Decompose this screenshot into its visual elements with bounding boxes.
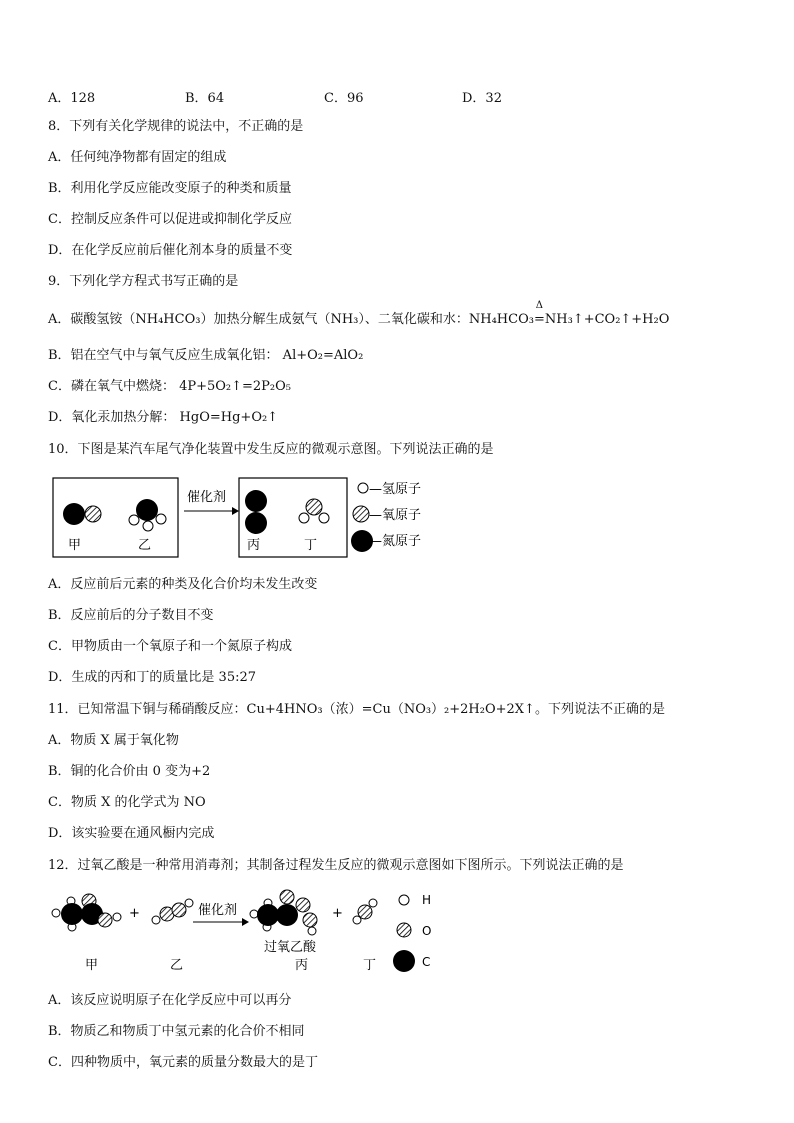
- hydrogen-atom-icon: [143, 521, 153, 531]
- nitrogen-atom-icon: [136, 499, 158, 521]
- q10-option-d[interactable]: D．生成的丙和丁的质量比是 35:27: [48, 670, 257, 685]
- hydrogen-atom-icon: [52, 909, 60, 917]
- nitrogen-atom-icon: [245, 512, 267, 534]
- carbon-legend-icon: [393, 950, 415, 972]
- q9-option-a[interactable]: [48, 300, 670, 329]
- label-bing: 丙: [295, 958, 309, 973]
- hydrogen-atom-icon: [113, 913, 121, 921]
- q11-option-b[interactable]: B．铜的化合价由 0 变为+2: [48, 764, 211, 779]
- oxygen-legend-icon: [353, 506, 369, 522]
- delta-symbol: Δ: [535, 300, 544, 311]
- oxygen-atom-icon: [296, 898, 310, 912]
- q10-reaction-diagram: [50, 474, 440, 560]
- q9-option-b[interactable]: B．铝在空气中与氧气反应生成氧化铝： Al+O₂=AlO₂: [48, 348, 364, 363]
- legend-o: O: [422, 924, 432, 938]
- label-yi: 乙: [138, 538, 152, 553]
- q11-option-d[interactable]: D．该实验要在通风橱内完成: [48, 826, 215, 841]
- oxygen-atom-icon: [98, 913, 112, 927]
- q9-option-c[interactable]: C．磷在氧气中燃烧： 4P+5O₂↑=2P₂O₅: [48, 379, 292, 394]
- q10-option-a[interactable]: A．反应前后元素的种类及化合价均未发生改变: [48, 577, 318, 592]
- q10-stem: 10．下图是某汽车尾气净化装置中发生反应的微观示意图。下列说法正确的是: [48, 442, 494, 457]
- hydrogen-atom-icon: [369, 899, 377, 907]
- label-ding: 丁: [363, 958, 377, 973]
- hydrogen-atom-icon: [319, 513, 329, 523]
- hydrogen-legend-icon: [399, 895, 409, 905]
- label-jia: 甲: [68, 538, 82, 553]
- legend-c: C: [422, 955, 431, 969]
- catalyst-label: 催化剂: [198, 903, 238, 918]
- q7-option-c[interactable]: C．96: [324, 91, 364, 106]
- hydrogen-atom-icon: [185, 899, 193, 907]
- q9-option-a-text: A．碳酸氢铵（NH₄HCO₃）加热分解生成氨气（NH₃）、二氧化碳和水：NH₄HCO₃: [48, 312, 534, 327]
- catalyst-label: 催化剂: [187, 490, 227, 505]
- legend-oxygen: —氧原子: [369, 508, 422, 523]
- nitrogen-atom-icon: [245, 490, 267, 512]
- label-jia: 甲: [85, 958, 99, 973]
- q7-options: [48, 87, 568, 105]
- carbon-atom-icon: [257, 904, 279, 926]
- q9-option-d[interactable]: D．氧化汞加热分解： HgO=Hg+O₂↑: [48, 410, 279, 425]
- plus-sign: +: [129, 906, 140, 921]
- label-ding: 丁: [304, 538, 318, 553]
- q11-option-c[interactable]: C．物质 X 的化学式为 NO: [48, 795, 206, 810]
- hydrogen-legend-icon: [358, 483, 368, 493]
- hydrogen-atom-icon: [299, 513, 309, 523]
- q12-stem: 12．过氧乙酸是一种常用消毒剂；其制备过程发生反应的微观示意图如下图所示。下列说法正确的是: [48, 858, 624, 873]
- arrow-head-icon: [242, 918, 249, 926]
- q11-stem: 11．已知常温下铜与稀硝酸反应：Cu+4HNO₃（浓）=Cu（NO₃）₂+2H₂O+2X↑。下列说法不正确的是: [48, 702, 665, 717]
- q7-option-b[interactable]: B．64: [185, 91, 225, 106]
- q10-option-b[interactable]: B．反应前后的分子数目不变: [48, 608, 214, 623]
- product-name-label: 过氧乙酸: [264, 940, 317, 955]
- oxygen-atom-icon: [280, 890, 294, 904]
- carbon-atom-icon: [276, 904, 298, 926]
- hydrogen-atom-icon: [129, 515, 139, 525]
- oxygen-atom-icon: [172, 903, 186, 917]
- q7-option-d[interactable]: D．32: [462, 91, 502, 106]
- hydrogen-atom-icon: [156, 514, 166, 524]
- label-yi: 乙: [170, 958, 184, 973]
- q7-option-a[interactable]: A．128: [48, 91, 96, 106]
- oxygen-atom-icon: [85, 506, 101, 522]
- q8-stem: 8．下列有关化学规律的说法中，不正确的是: [48, 119, 304, 134]
- oxygen-atom-icon: [303, 913, 317, 927]
- legend-h: H: [422, 893, 432, 907]
- q9-option-a-products: NH₃↑+CO₂↑+H₂O: [544, 312, 670, 327]
- hydrogen-atom-icon: [353, 916, 361, 924]
- q8-option-c[interactable]: C．控制反应条件可以促进或抑制化学反应: [48, 212, 292, 227]
- legend-nitrogen: —氮原子: [369, 534, 422, 549]
- legend-hydrogen: —氢原子: [369, 482, 422, 497]
- hydrogen-atom-icon: [152, 916, 160, 924]
- q12-option-a[interactable]: A．该反应说明原子在化学反应中可以再分: [48, 993, 292, 1008]
- q12-reaction-diagram: [48, 884, 448, 976]
- hydrogen-atom-icon: [250, 910, 258, 918]
- q8-option-a[interactable]: A．任何纯净物都有固定的组成: [48, 150, 227, 165]
- q8-option-b[interactable]: B．利用化学反应能改变原子的种类和质量: [48, 181, 292, 196]
- label-bing: 丙: [247, 538, 261, 553]
- q8-option-d[interactable]: D．在化学反应前后催化剂本身的质量不变: [48, 243, 293, 258]
- arrow-head-icon: [232, 507, 239, 515]
- oxygen-legend-icon: [397, 923, 411, 937]
- hydrogen-atom-icon: [308, 927, 316, 935]
- q11-option-a[interactable]: A．物质 X 属于氧化物: [48, 733, 179, 748]
- nitrogen-atom-icon: [63, 503, 85, 525]
- q12-option-c[interactable]: C．四种物质中，氧元素的质量分数最大的是丁: [48, 1055, 318, 1070]
- plus-sign: +: [332, 906, 343, 921]
- q10-option-c[interactable]: C．甲物质由一个氧原子和一个氮原子构成: [48, 639, 292, 654]
- q9-stem: 9．下列化学方程式书写正确的是: [48, 274, 239, 289]
- oxygen-atom-icon: [306, 499, 322, 515]
- carbon-atom-icon: [61, 903, 83, 925]
- equals-sign: =: [533, 312, 545, 327]
- heat-condition: [533, 300, 545, 329]
- q12-option-b[interactable]: B．物质乙和物质丁中氢元素的化合价不相同: [48, 1024, 305, 1039]
